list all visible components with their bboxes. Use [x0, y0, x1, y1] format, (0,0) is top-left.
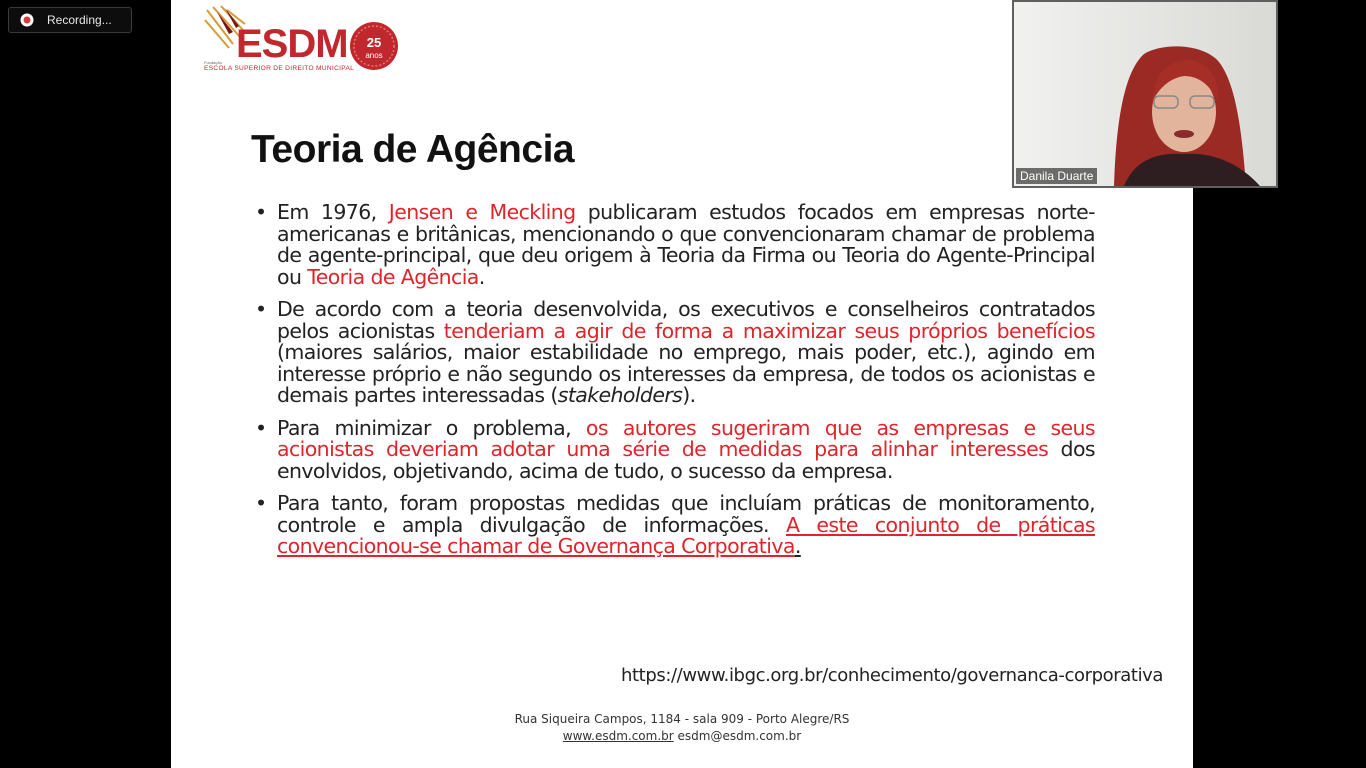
bullet-icon: • [255, 415, 267, 440]
participant-name: Danila Duarte [1016, 168, 1097, 184]
slide-title: Teoria de Agência [251, 128, 575, 171]
participant-video [1014, 2, 1276, 186]
bullet-item: • De acordo com a teoria desenvolvida, os executivos e conselheiros contratados pelos acionistas tenderiam a agir de forma a maximizar seus próprios benefícios (maiores salários, maior estabilidade no emprego, mais poder, etc.), agindo em interesse próprio e não segundo os interesses da empresa, de todos os acionistas e demais partes interessadas (stakeholders). [255, 297, 1095, 407]
svg-text:ESDM: ESDM [236, 22, 348, 66]
bullet-icon: • [255, 200, 267, 224]
bullet-item: • Para minimizar o problema, os autores sugeriram que as empresas e seus acionistas deveriam adotar uma série de medidas para alinhar interesses dos envolvidos, objetivando, acima de tudo, o sucesso da empresa. [255, 415, 1096, 483]
participant-video-tile[interactable] [1012, 0, 1278, 188]
footer-email: esdm@esdm.com.br [677, 729, 802, 743]
esdm-logo [203, 4, 398, 72]
bullet-item: • Em 1976, Jensen e Meckling publicaram estudos focados em empresas norte-americanas e britânicas, mencionando o que convencionaram chamar de problema de agente-principal, que deu origem à Teoria da Firma ou Teoria do Agente-Principal ou Teoria de Agência. [255, 200, 1095, 289]
bullet-item: • Para tanto, foram propostas medidas que incluíam práticas de monitoramento, controle e ampla divulgação de informações. A este conjunto de práticas convencionou-se chamar de Governança Corporativa. [255, 491, 1095, 558]
bullet-list [255, 202, 1095, 569]
svg-text:ESCOLA SUPERIOR DE DIREITO MUN: ESCOLA SUPERIOR DE DIREITO MUNICIPAL [204, 65, 355, 72]
recording-indicator[interactable] [8, 7, 132, 33]
svg-text:Fundação: Fundação [204, 60, 222, 65]
footer-website-link[interactable]: www.esdm.com.br [562, 729, 674, 743]
bullet-icon: • [255, 491, 267, 515]
svg-text:25: 25 [366, 35, 382, 50]
source-url: https://www.ibgc.org.br/conhecimento/governanca-corporativa [621, 665, 1164, 686]
recording-label: Recording... [47, 13, 112, 27]
cloud-record-icon [19, 13, 35, 27]
bullet-icon: • [255, 297, 267, 321]
svg-text:anos: anos [365, 51, 383, 60]
footer-contact [171, 729, 1193, 743]
footer-address: Rua Siqueira Campos, 1184 - sala 909 - Porto Alegre/RS [514, 712, 850, 726]
